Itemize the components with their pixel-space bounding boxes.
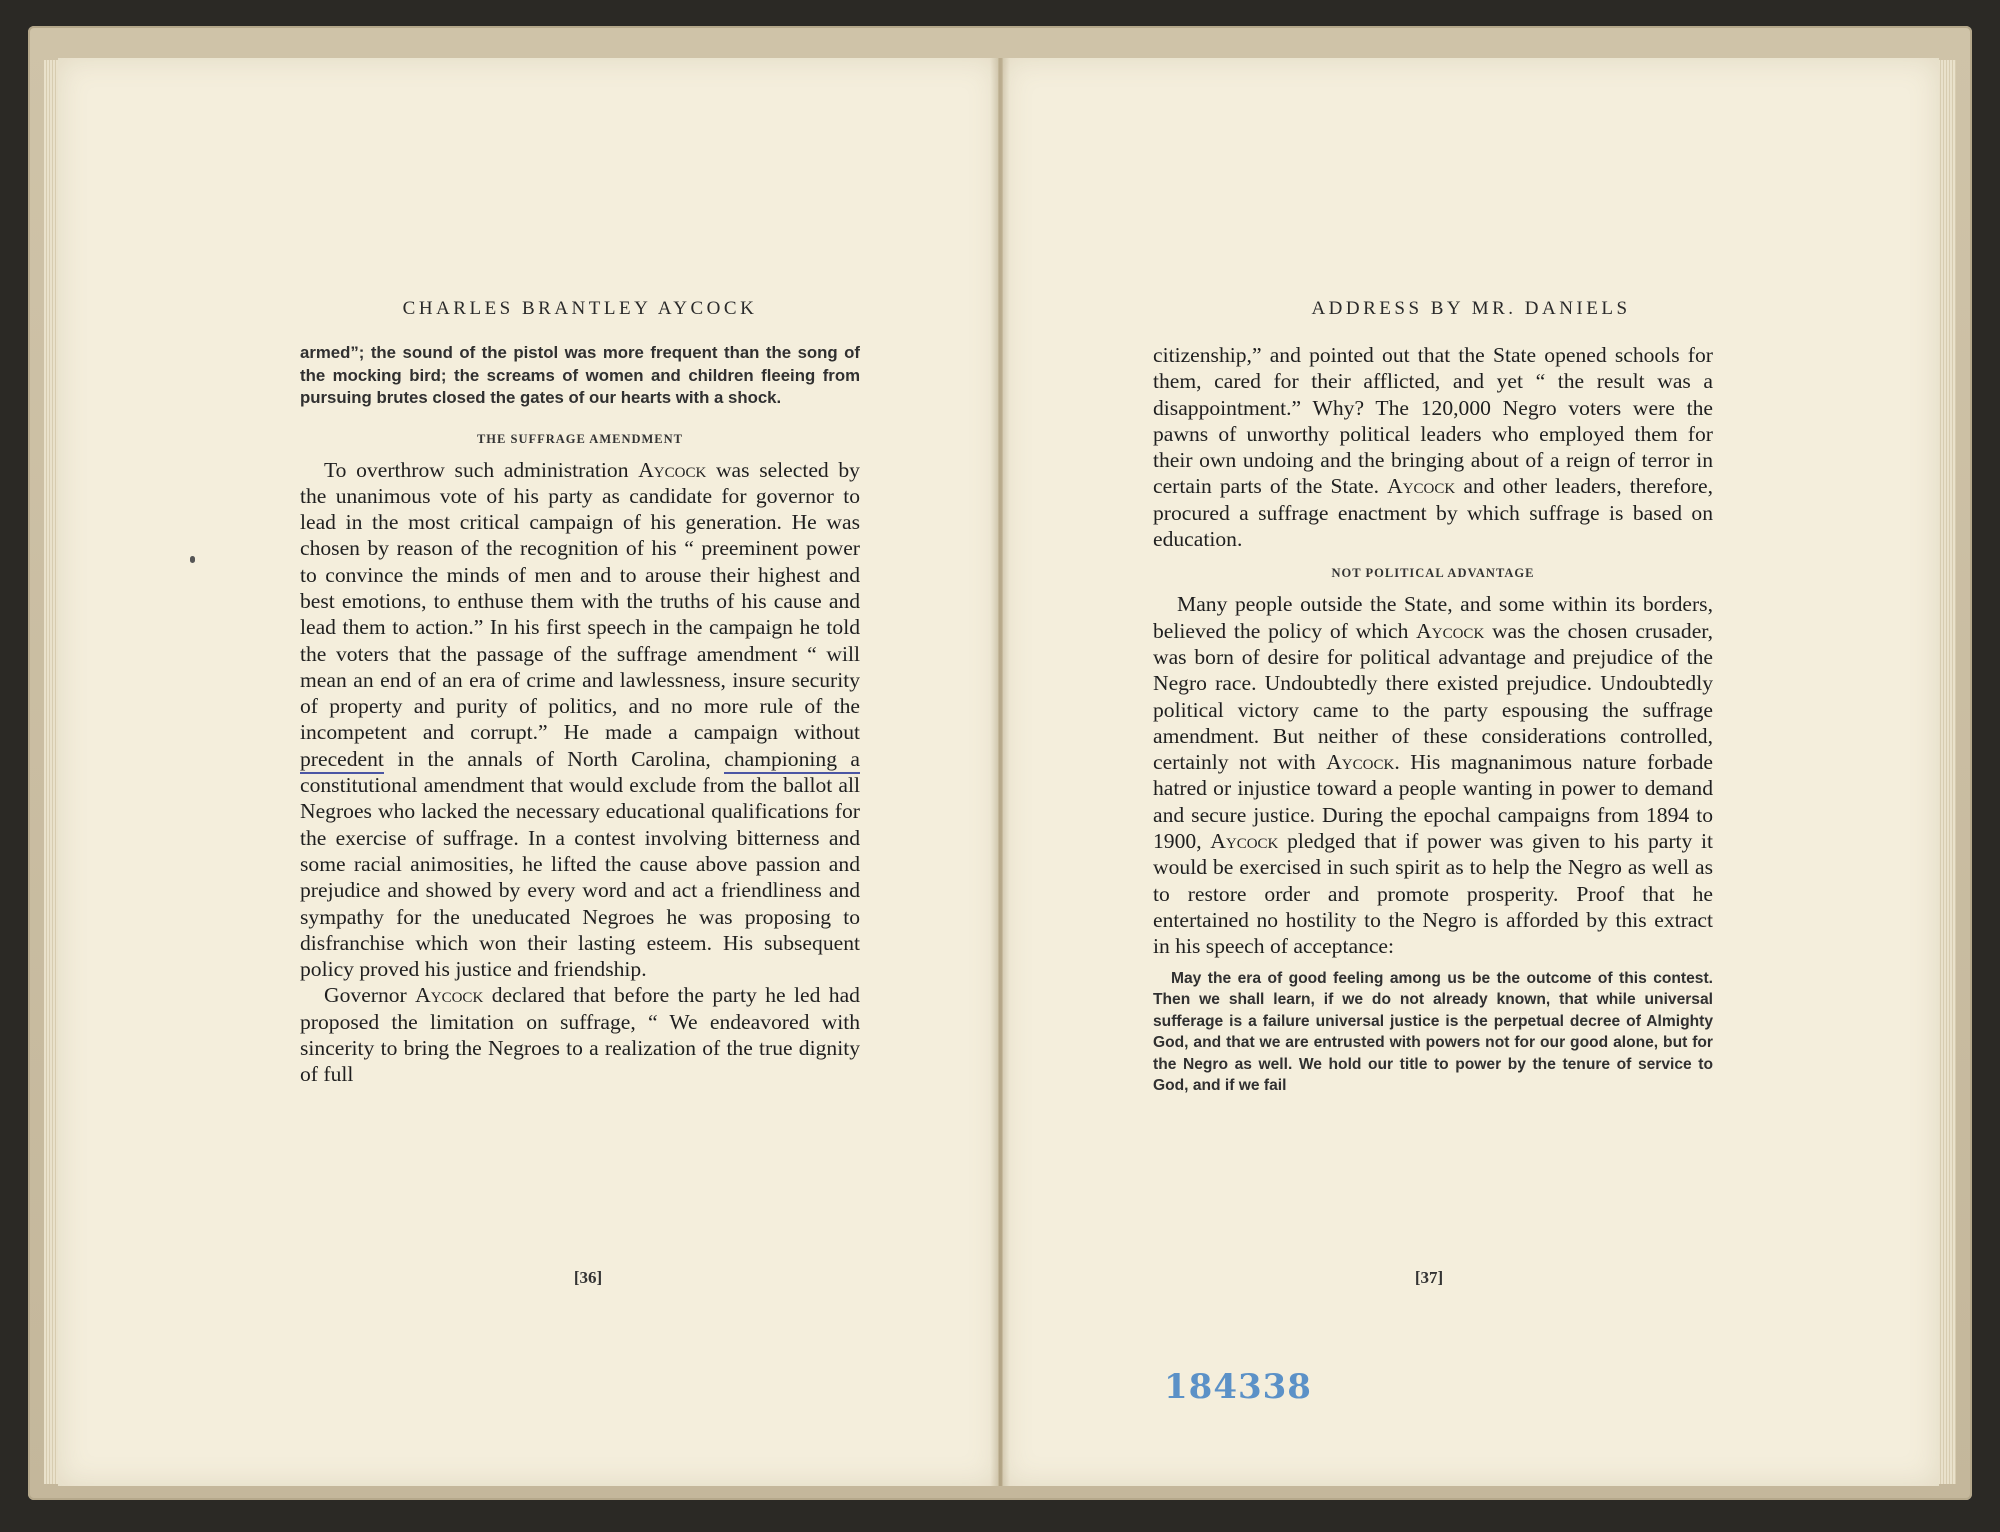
running-head-right: ADDRESS BY MR. DANIELS bbox=[1311, 298, 1631, 319]
page-number-left: [36] bbox=[573, 1268, 603, 1287]
right-text-column bbox=[1153, 342, 1713, 1097]
left-page bbox=[58, 58, 999, 1486]
running-head-left: CHARLES BRANTLEY AYCOCK bbox=[402, 298, 758, 319]
book-gutter bbox=[990, 58, 1010, 1486]
name-aycock: Aycock bbox=[1326, 750, 1395, 775]
name-aycock: Aycock bbox=[638, 457, 707, 482]
right-page bbox=[1002, 58, 1939, 1486]
page-edges-right bbox=[1938, 60, 1956, 1484]
name-aycock: Aycock bbox=[415, 983, 484, 1008]
left-text-column bbox=[300, 342, 860, 1088]
pen-underline: championing a bbox=[724, 747, 860, 774]
section-heading-political: NOT POLITICAL ADVANTAGE bbox=[1331, 566, 1535, 581]
name-aycock: Aycock bbox=[1210, 829, 1279, 854]
paragraph-overthrow: To overthrow such administration Aycock was selected by the unanimous vote of his party as candidate for governor to lead in the most critical campaign of his generation. He was chosen by reason of the recognition of his “ preeminent power to convince the minds of men and to arouse their highest and best emotions, to enthuse them with the truths of his cause and lead them to action.” In his first speech in the campaign he told the voters that the passage of the suffrage amendment “ will mean an end of an era of crime and lawlessness, insure security of property and purity of politics, and no more rule of the incompetent and corrupt.” He made a campaign without precedent in the annals of North Carolina, championing a constitutional amendment that would exclude from the ballot all Negroes who lacked the necessary educational qualifications for the exercise of suffrage. In a contest involving bitterness and some racial animosities, he lifted the cause above passion and prejudice and showed by every word and act a friendliness and sympathy for the uneducated Negroes he was proposing to disfranchise which won their lasting esteem. His subsequent policy proved his justice and friendship. bbox=[300, 457, 860, 982]
pen-underline: precedent bbox=[300, 747, 384, 774]
page-number-right: [37] bbox=[1414, 1268, 1444, 1287]
accession-number-stamp: 184338 bbox=[1164, 1367, 1312, 1407]
paragraph-citizenship: citizenship,” and pointed out that the State opened schools for them, cared for their afflicted, and yet “ the result was a disappointment.” Why? The 120,000 Negro voters were the pawns of unworthy political leaders who employed them for their own undoing and the bringing about of a reign of terror in certain parts of the State. Aycock and other leaders, therefore, procured a suffrage enactment by which suffrage is based on education. bbox=[1153, 343, 1714, 552]
paragraph-governor-aycock: Governor Aycock declared that before the party he led had proposed the limitation on suffrage, “ We endeavored with sincerity to bring the Negroes to a realization of the true dignity of full bbox=[300, 983, 860, 1087]
name-aycock: Aycock bbox=[1416, 618, 1485, 643]
acceptance-speech-quote: May the era of good feeling among us be the outcome of this contest. Then we shall learn, if we do not already known, that while universal sufferage is a failure universal justice is the perpetual decree of Almighty God, and that we are entrusted with powers not for our good alone, but for the Negro as well. We hold our title to power by the tenure of service to God, and if we fail bbox=[1153, 969, 1713, 1095]
section-heading-suffrage: THE SUFFRAGE AMENDMENT bbox=[476, 431, 684, 446]
quote-continuation: armed”; the sound of the pistol was more frequent than the song of the mocking bird; the screams of women and children fleeing from pursuing brutes closed the gates of our hearts with a shock. bbox=[300, 343, 860, 407]
ink-dot bbox=[190, 556, 195, 563]
name-aycock: Aycock bbox=[1387, 474, 1456, 499]
paragraph-many-people: Many people outside the State, and some within its borders, believed the policy of which Aycock was the chosen crusader, was born of desire for political advantage and prejudice of the Negro race. Undoubtedly there existed prejudice. Undoubtedly political victory came to the party espousing the suffrage amendment. But neither of these considerations controlled, certainly not with Aycock. His magnanimous nature forbade hatred or injustice toward a people wanting in power to demand and secure justice. During the epochal campaigns from 1894 to 1900, Aycock pledged that if power was given to his party it would be exercised in such spirit as to help the Negro as well as to restore order and promote prosperity. Proof that he entertained no hostility to the Negro is afforded by this extract in his speech of acceptance: bbox=[1153, 592, 1714, 959]
